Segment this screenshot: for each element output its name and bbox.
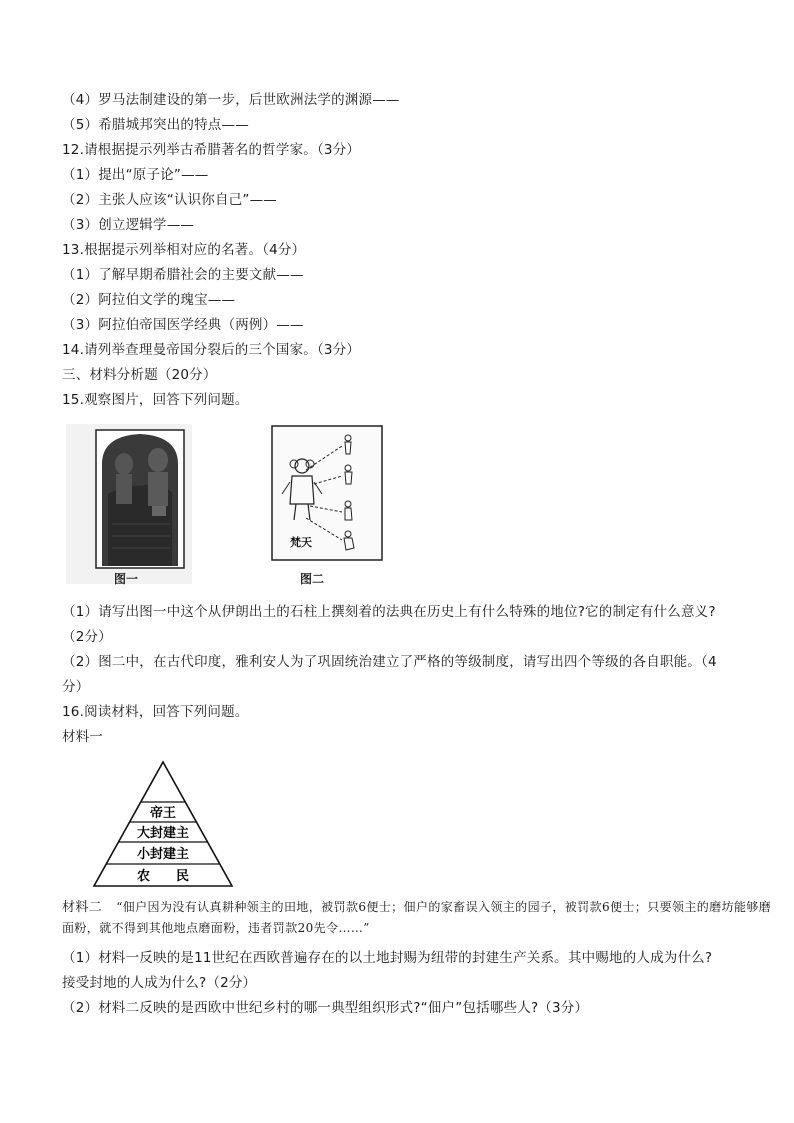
feudal-pyramid-diagram — [90, 758, 236, 890]
q15-heading: 15.观察图片，回答下列问题。 — [62, 392, 249, 408]
material-2-block — [62, 897, 774, 939]
figure-1-stele-image — [66, 424, 192, 584]
material-1-label: 材料一 — [62, 729, 104, 745]
section3-heading: 三、材料分析题（20分） — [62, 367, 217, 383]
material-2-quote: “佃户因为没有认真耕种领主的田地，被罚款6便士；佃户的家畜误入领主的园子，被罚款6便士；只要领主的磨坊能够磨面粉，就不得到其他地点磨面粉，违者罚款20先令……” — [62, 900, 772, 935]
figure-2-brahma-label: 梵天 — [290, 536, 312, 549]
q12-heading: 12.请根据提示列举古希腊著名的哲学家。（3分） — [62, 142, 361, 158]
q16-sub-1-line-b: 接受封地的人成为什么?（2分） — [62, 975, 257, 991]
figure-1-caption: 图一 — [114, 572, 139, 586]
q12-item-3: （3）创立逻辑学—— — [62, 217, 195, 233]
q14-heading: 14.请列举查理曼帝国分裂后的三个国家。（3分） — [62, 342, 361, 358]
figure-2-caste-image — [270, 424, 384, 564]
pyramid-tier-3: 小封建主 — [136, 847, 190, 862]
material-2-label: 材料二 — [62, 900, 103, 915]
q11-item-5: （5）希腊城邦突出的特点—— — [62, 117, 249, 133]
q13-heading: 13.根据提示列举相对应的名著。（4分） — [62, 242, 306, 258]
figure-2-caption: 图二 — [300, 572, 325, 586]
q15-sub-2-line-a: （2）图二中，在古代印度，雅利安人为了巩固统治建立了严格的等级制度，请写出四个等级的各自职能。（4 — [62, 654, 717, 670]
q13-item-3: （3）阿拉伯帝国医学经典（两例）—— — [62, 317, 304, 333]
q13-item-1: （1）了解早期希腊社会的主要文献—— — [62, 267, 304, 283]
q15-sub-1-line-a: （1）请写出图一中这个从伊朗出土的石柱上撰刻着的法典在历史上有什么特殊的地位?它的制定有什么意义? — [62, 604, 716, 620]
q15-sub-1-line-b: （2分） — [62, 629, 112, 645]
q13-item-2: （2）阿拉伯文学的瑰宝—— — [62, 292, 236, 308]
q11-item-4: （4）罗马法制建设的第一步，后世欧洲法学的渊源—— — [62, 92, 400, 108]
q15-sub-2-line-b: 分） — [62, 679, 90, 695]
pyramid-tier-2: 大封建主 — [136, 826, 190, 841]
pyramid-tier-4: 农 民 — [136, 869, 190, 884]
pyramid-tier-1: 帝王 — [149, 806, 177, 821]
q12-item-1: （1）提出“原子论”—— — [62, 167, 209, 183]
q12-item-2: （2）主张人应该“认识你自己”—— — [62, 192, 277, 208]
q16-heading: 16.阅读材料，回答下列问题。 — [62, 704, 249, 720]
q16-sub-1-line-a: （1）材料一反映的是11世纪在西欧普遍存在的以土地封赐为纽带的封建生产关系。其中赐地的人成为什么? — [62, 950, 713, 966]
q16-sub-2: （2）材料二反映的是西欧中世纪乡村的哪一典型组织形式?“佃户”包括哪些人?（3分） — [62, 1000, 589, 1016]
